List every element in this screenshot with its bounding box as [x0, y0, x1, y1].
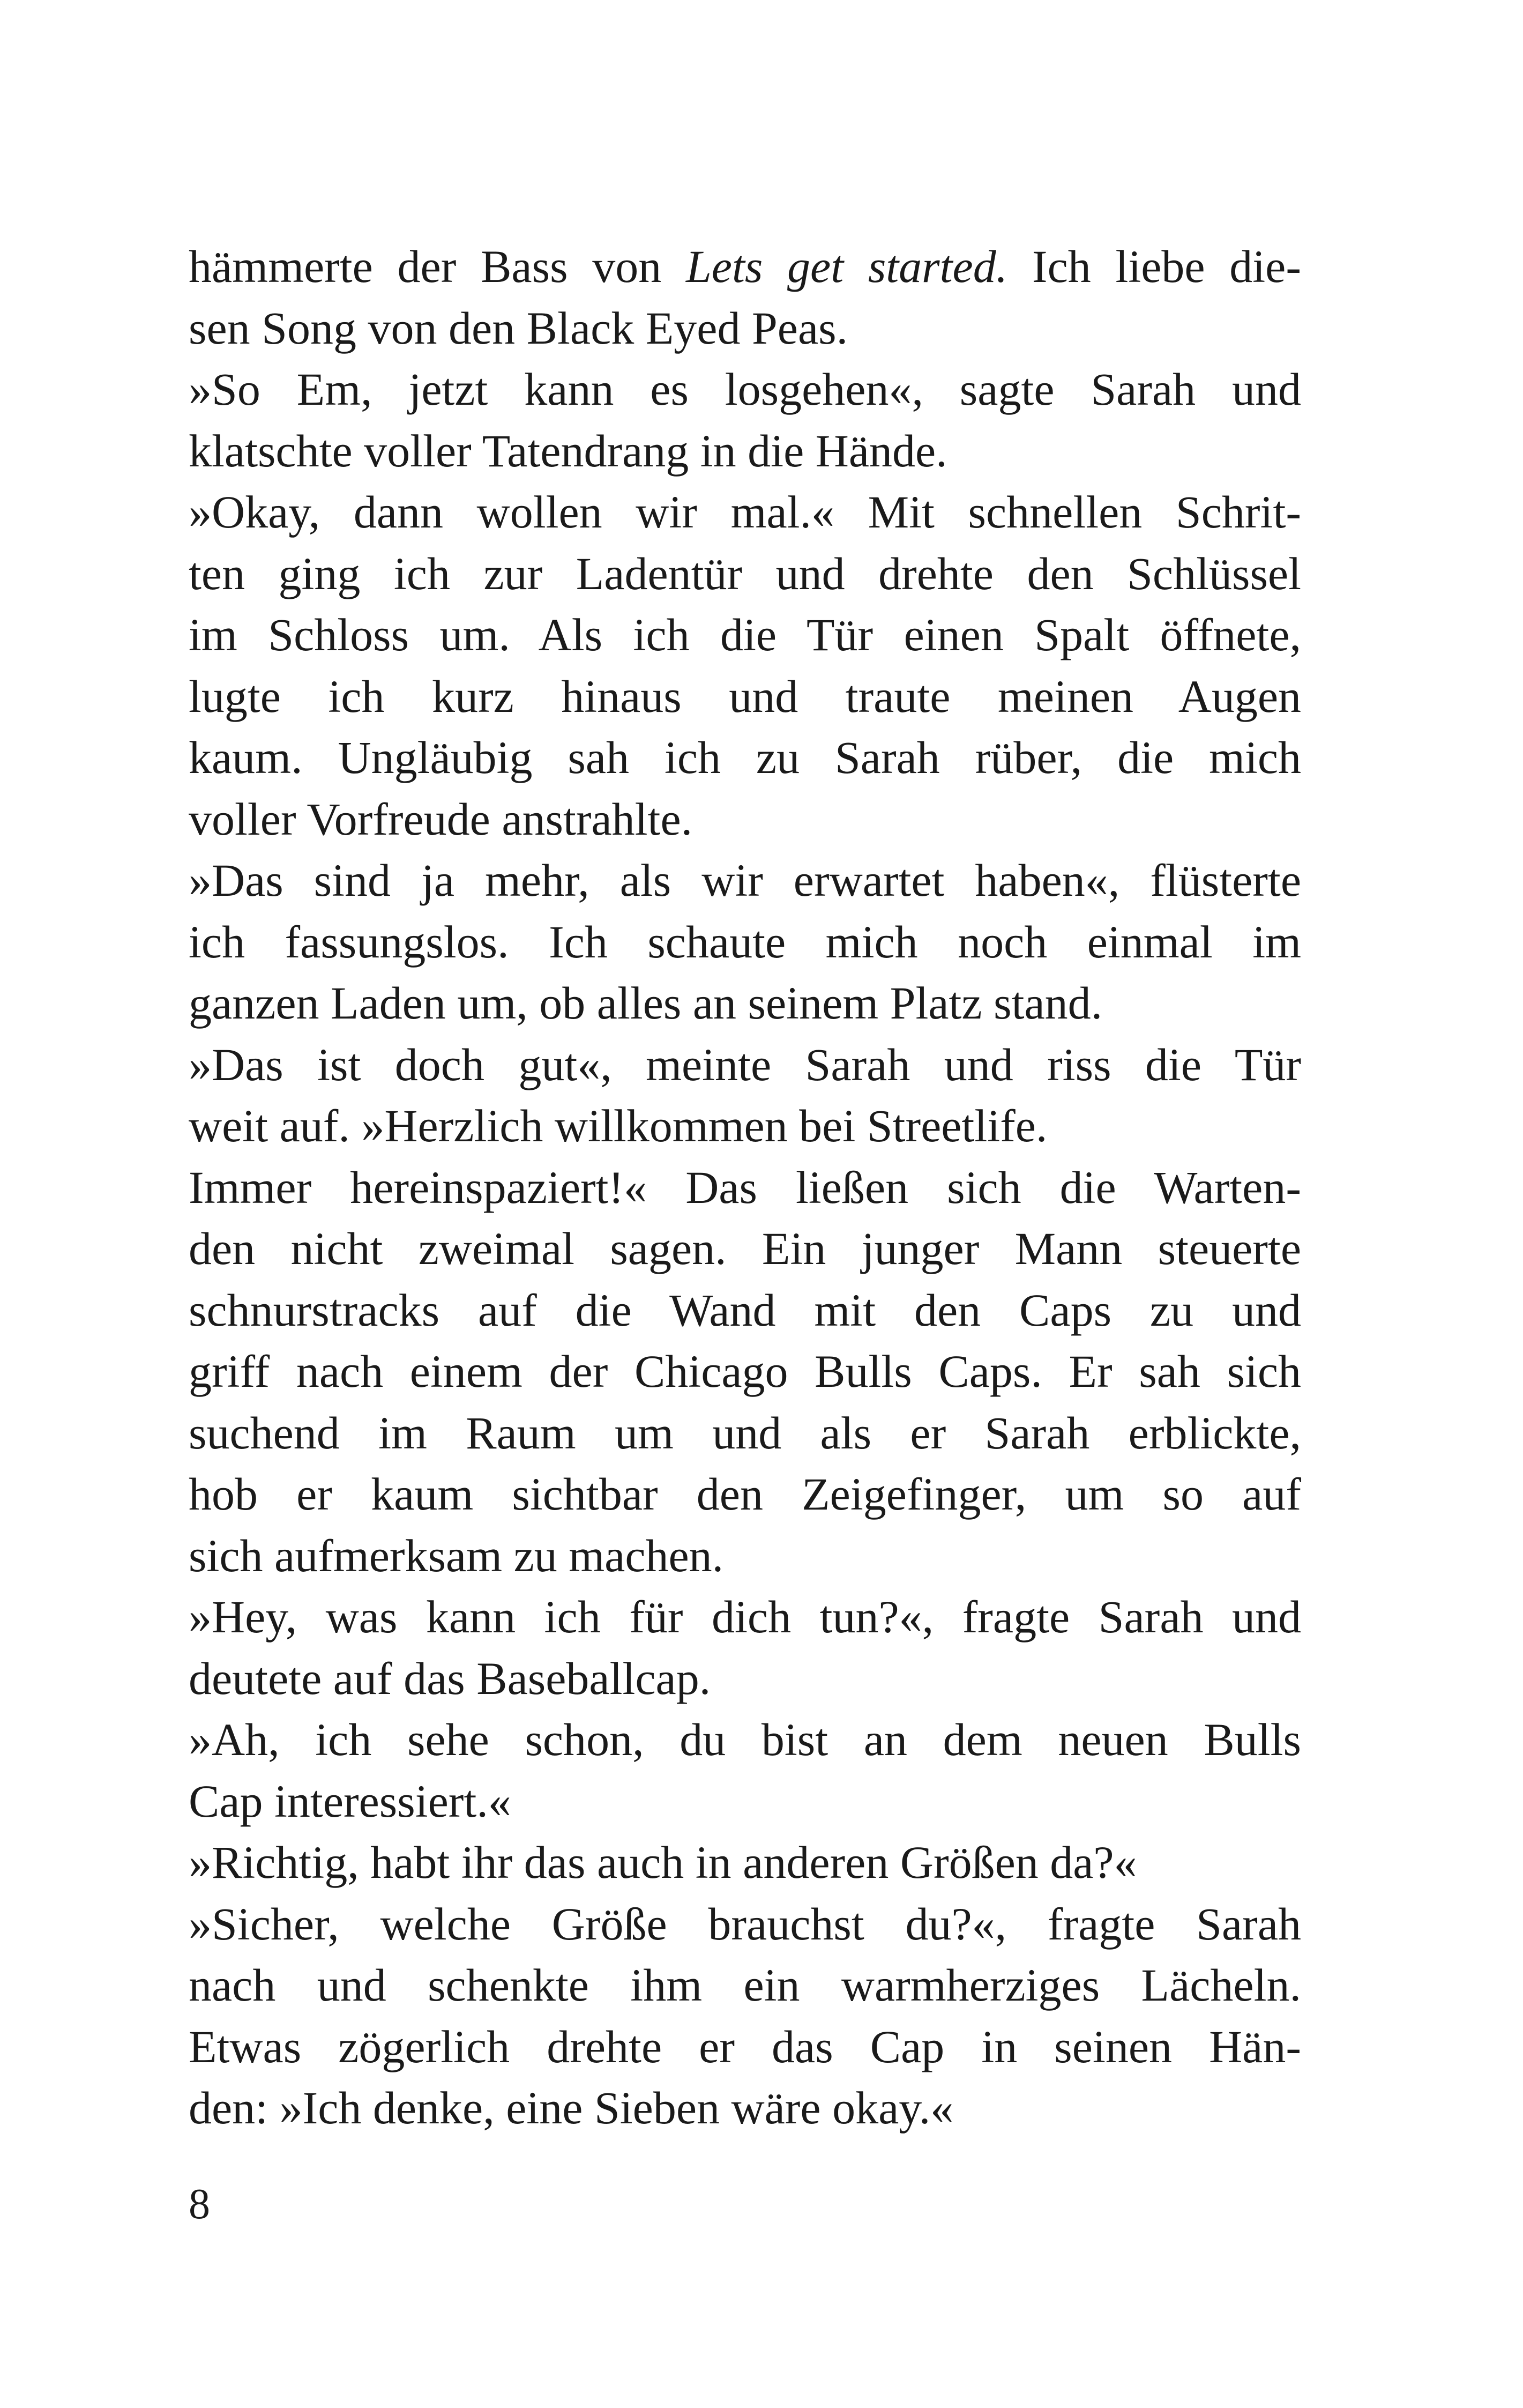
text-line-20: suchend im Raum um und als er Sarah erblickte, — [189, 1407, 1301, 1459]
text-line-22: sich aufmerksam zu machen. — [189, 1529, 724, 1581]
page-number: 8 — [189, 2181, 210, 2228]
text-line-27: »Richtig, habt ihr das auch in anderen Größen da?« — [189, 1837, 1137, 1888]
text-line-24: deutete auf das Baseballcap. — [189, 1652, 711, 1704]
text-line-13: ganzen Laden um, ob alles an seinem Platz stand. — [189, 977, 1103, 1029]
text-line-25: »Ah, ich sehe schon, du bist an dem neuen Bulls — [189, 1714, 1301, 1765]
text-line-6: ten ging ich zur Ladentür und drehte den Schlüssel — [189, 547, 1301, 599]
song-title: Lets get started. — [685, 241, 1008, 292]
text-line-16: Immer hereinspaziert!« Das ließen sich die Warten- — [189, 1161, 1301, 1213]
text-line-9: kaum. Ungläubig sah ich zu Sarah rüber, die mich — [189, 732, 1301, 783]
text-line-12: ich fassungslos. Ich schaute mich noch einmal im — [189, 916, 1301, 968]
text-line-1: hämmerte der Bass von Lets get started. Ich liebe die- — [189, 241, 1301, 292]
text-line-10: voller Vorfreude anstrahlte. — [189, 793, 693, 845]
text-line-2: sen Song von den Black Eyed Peas. — [189, 302, 848, 354]
text-line-4: klatschte voller Tatendrang in die Hände. — [189, 425, 947, 477]
text-line-30: Etwas zögerlich drehte er das Cap in seinen Hän- — [189, 2020, 1301, 2072]
text-line-26: Cap interessiert.« — [189, 1775, 511, 1827]
text-line-3: »So Em, jetzt kann es losgehen«, sagte Sarah und — [189, 363, 1301, 415]
body-text — [189, 236, 1301, 2139]
text-line-18: schnurstracks auf die Wand mit den Caps zu und — [189, 1284, 1301, 1336]
text-line-15: weit auf. »Herzlich willkommen bei Streetlife. — [189, 1100, 1048, 1151]
text-line-14: »Das ist doch gut«, meinte Sarah und riss die Tür — [189, 1038, 1301, 1090]
text-line-7: im Schloss um. Als ich die Tür einen Spalt öffnete, — [189, 609, 1301, 660]
text-line-31: den: »Ich denke, eine Sieben wäre okay.« — [189, 2082, 954, 2134]
text-line-8: lugte ich kurz hinaus und traute meinen Augen — [189, 670, 1301, 722]
text-line-29: nach und schenkte ihm ein warmherziges Lächeln. — [189, 1959, 1301, 2011]
text-line-11: »Das sind ja mehr, als wir erwartet haben«, flüsterte — [189, 854, 1301, 906]
text-line-21: hob er kaum sichtbar den Zeigefinger, um so auf — [189, 1468, 1301, 1520]
text-line-23: »Hey, was kann ich für dich tun?«, fragte Sarah und — [189, 1591, 1301, 1643]
text-line-17: den nicht zweimal sagen. Ein junger Mann steuerte — [189, 1223, 1301, 1274]
text-line-5: »Okay, dann wollen wir mal.« Mit schnellen Schrit- — [189, 486, 1301, 538]
text-line-19: griff nach einem der Chicago Bulls Caps. Er sah sich — [189, 1346, 1301, 1397]
text-line-28: »Sicher, welche Größe brauchst du?«, fragte Sarah — [189, 1898, 1301, 1950]
